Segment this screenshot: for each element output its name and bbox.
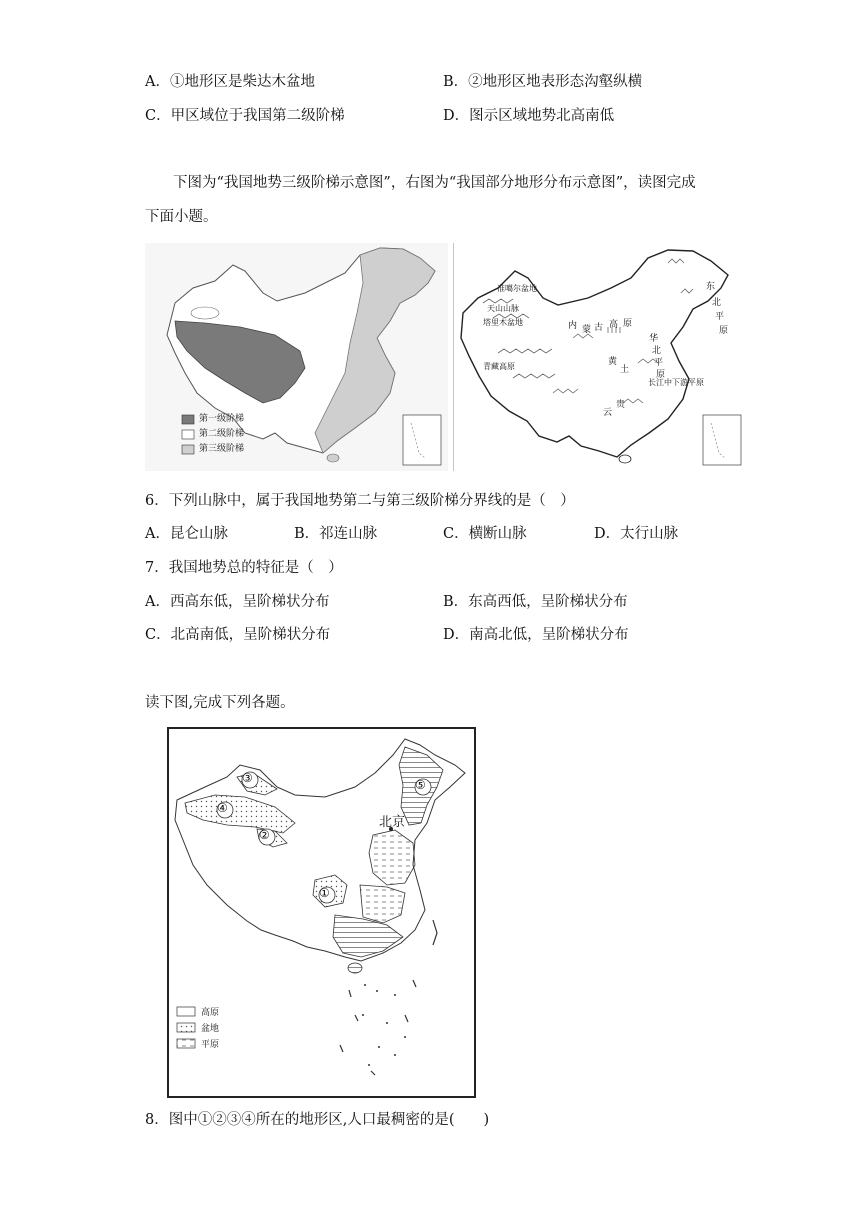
label-inner-mongolia-2: 蒙 xyxy=(582,325,592,335)
q5-option-d: D．图示区域地势北高南低 xyxy=(443,108,615,124)
label-loess-1: 黄 xyxy=(608,357,618,367)
label-junggar-basin: 准噶尔盆地 xyxy=(497,284,537,293)
label-northeast-1: 东 xyxy=(706,282,716,292)
terrain-distribution-map-svg xyxy=(453,243,748,471)
q6-option-a: A．昆仑山脉 xyxy=(145,526,228,542)
q7-option-b: B．东高西低，呈阶梯状分布 xyxy=(443,594,628,610)
label-north-china-4: 原 xyxy=(656,370,666,380)
terrain-steps-map xyxy=(145,243,448,471)
marker-4: ④ xyxy=(217,801,228,815)
label-north-china-3: 平 xyxy=(654,358,664,368)
label-yungui-2: 贵 xyxy=(616,400,626,410)
marker-3: ③ xyxy=(242,771,253,785)
q7-option-c: C．北高南低，呈阶梯状分布 xyxy=(145,627,331,643)
q7-option-d: D．南高北低，呈阶梯状分布 xyxy=(443,627,629,643)
q7-option-a: A．西高东低，呈阶梯状分布 xyxy=(145,594,330,610)
label-north-china-2: 北 xyxy=(652,346,662,356)
label-northeast-3: 平 xyxy=(715,312,725,322)
q6-option-d: D．太行山脉 xyxy=(594,526,679,542)
q5-option-a: A．①地形区是柴达木盆地 xyxy=(145,74,315,90)
label-loess-2: 土 xyxy=(620,365,630,375)
marker-2: ② xyxy=(259,828,270,842)
label-yungui-1: 云 xyxy=(603,408,613,418)
label-tarim-basin: 塔里木盆地 xyxy=(483,318,523,327)
label-inner-mongolia-5: 原 xyxy=(623,319,633,329)
marker-1: ① xyxy=(319,886,330,900)
label-inner-mongolia-4: 高 xyxy=(609,320,619,330)
label-northeast-4: 原 xyxy=(719,326,729,336)
q6-option-b: B．祁连山脉 xyxy=(294,526,378,542)
q6-stem: 6．下列山脉中，属于我国地势第二与第三级阶梯分界线的是（ ） xyxy=(145,493,575,509)
legend-plateau: 高原 xyxy=(201,1008,220,1018)
legend-plain: 平原 xyxy=(201,1040,220,1050)
legend-step-3: 第三级阶梯 xyxy=(199,444,245,454)
label-qinghai-tibet-plateau: 青藏高原 xyxy=(483,362,515,371)
legend-step-2: 第二级阶梯 xyxy=(199,429,245,439)
q7-stem: 7．我国地势总的特征是（ ） xyxy=(145,560,343,576)
label-beijing: 北京 xyxy=(379,815,406,830)
label-tianshan: 天山山脉 xyxy=(487,304,519,313)
legend-basin: 盆地 xyxy=(201,1024,220,1034)
label-north-china-1: 华 xyxy=(649,334,659,344)
label-inner-mongolia-3: 古 xyxy=(594,323,604,333)
q5-option-b: B．②地形区地表形态沟壑纵横 xyxy=(443,74,643,90)
terrain-distribution-map xyxy=(453,243,748,471)
intro-paragraph-line-1: 下图为“我国地势三级阶梯示意图”，右图为“我国部分地形分布示意图”，读图完成 xyxy=(173,175,696,191)
marker-5: ⑤ xyxy=(415,778,426,792)
legend-step-1: 第一级阶梯 xyxy=(199,414,245,424)
terrain-steps-map-svg xyxy=(145,243,448,471)
label-yangtze-plain: 长江中下游平原 xyxy=(648,378,704,387)
q6-option-c: C．横断山脉 xyxy=(443,526,527,542)
intro-paragraph-line-2: 下面小题。 xyxy=(145,209,218,225)
q5-option-c: C．甲区域位于我国第二级阶梯 xyxy=(145,108,345,124)
terrain-regions-map xyxy=(165,725,478,1100)
label-northeast-2: 北 xyxy=(712,298,722,308)
label-inner-mongolia-1: 内 xyxy=(568,321,578,331)
q8-stem: 8．图中①②③④所在的地形区,人口最稠密的是( ) xyxy=(145,1112,490,1128)
intro-paragraph-2: 读下图,完成下列各题。 xyxy=(145,695,295,711)
